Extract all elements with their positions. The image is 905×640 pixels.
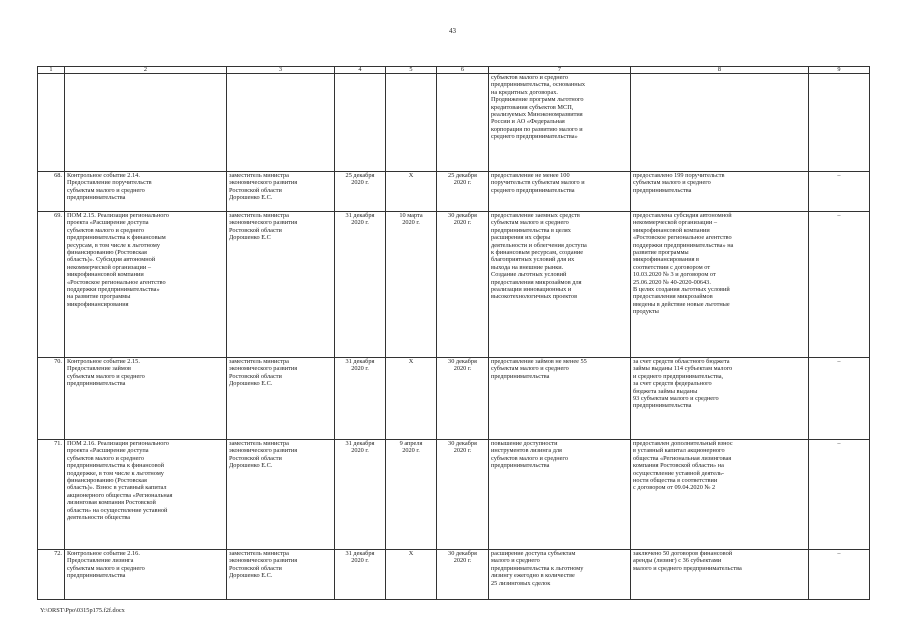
event-cell: ПОМ 2.15. Реализация регионального проекта «Расширение доступа субъектов малого и среднего предпринимательства к финансовым ресурсам, в том числе к льготному финансированию (Ростовская область)». Субсидия автономной некоммерческой организации – микрофинансовой компании «Ростовское региональное агентство поддержки предпринимательства» на развитие программы микрофинансирования bbox=[65, 212, 227, 358]
event-cell: ПОМ 2.16. Реализация регионального проекта «Расширение доступа субъектов малого и среднего предпринимательства к финансовой поддержке, в том числе к льготному финансированию (Ростовская область)». Взнос в уставный капитал акционерного общества «Региональная лизинговая компания Ростовской области» на осуществление уставной деятельности общества bbox=[65, 440, 227, 550]
plan-date-cell: 25 декабря 2020 г. bbox=[335, 172, 386, 212]
page-number: 43 bbox=[449, 27, 456, 35]
event-cell: Контрольное событие 2.15. Предоставление займов субъектам малого и среднего предпринимательства bbox=[65, 358, 227, 440]
row-number: 68. bbox=[38, 172, 65, 212]
responsible-cell: заместитель министра экономического развития Ростовской области Дорошенко Е.С. bbox=[227, 550, 335, 600]
status-cell: предоставлена субсидия автономной некоммерческой организации – микрофинансовой компании «Ростовское региональное агентство поддержки предпринимательства» на развитие программы микрофинансирования в соответствии с договором от 10.03.2020 № 3 и договором от 25.06.2020 № 40-2020-00643. В целях создания льготных условий предоставления микрозаймов введены в действие новые льготные продукты bbox=[631, 212, 809, 358]
end-date-cell: 30 декабря 2020 г. bbox=[437, 550, 489, 600]
start-date-cell: Х bbox=[386, 550, 437, 600]
empty-cell bbox=[38, 74, 65, 172]
start-date-cell: Х bbox=[386, 172, 437, 212]
event-cell: Контрольное событие 2.14. Предоставление поручительств субъектам малого и среднего предпринимательства bbox=[65, 172, 227, 212]
result-cell: расширение доступа субъектам малого и среднего предпринимательства к льготному лизингу ежегодно в количестве 25 лизинговых сделок bbox=[489, 550, 631, 600]
end-date-cell: 30 декабря 2020 г. bbox=[437, 358, 489, 440]
table-row bbox=[38, 440, 870, 550]
note-cell: – bbox=[809, 550, 870, 600]
note-cell: – bbox=[809, 212, 870, 358]
result-cell: повышение доступности инструментов лизинга для субъектов малого и среднего предпринимательства bbox=[489, 440, 631, 550]
plan-date-cell: 31 декабря 2020 г. bbox=[335, 358, 386, 440]
table-row bbox=[38, 212, 870, 358]
start-date-cell: 9 апреля 2020 г. bbox=[386, 440, 437, 550]
column-header: 5 bbox=[386, 67, 437, 74]
plan-date-cell: 31 декабря 2020 г. bbox=[335, 550, 386, 600]
empty-cell bbox=[386, 74, 437, 172]
row-number: 70. bbox=[38, 358, 65, 440]
responsible-cell: заместитель министра экономического развития Ростовской области Дорошенко Е.С. bbox=[227, 440, 335, 550]
result-cell: предоставление не менее 100 поручительств субъектам малого и среднего предпринимательства bbox=[489, 172, 631, 212]
status-cell: за счет средств областного бюджета займы выданы 114 субъектам малого и среднего предпринимательства, за счет средств федерального бюджета займы выданы 93 субъектам малого и среднего предпринимательства bbox=[631, 358, 809, 440]
empty-cell bbox=[809, 74, 870, 172]
column-header: 7 bbox=[489, 67, 631, 74]
result-cell: предоставление заемных средств субъектам малого и среднего предпринимательства в целях расширения их сферы деятельности и облегчения доступа к финансовым ресурсам, создание благоприятных условий для их выхода на внешние рынки. Создание льготных условий предоставления микрозаймов для реализации инновационных и высокотехнологичных проектов bbox=[489, 212, 631, 358]
column-header: 6 bbox=[437, 67, 489, 74]
column-header: 2 bbox=[65, 67, 227, 74]
note-cell: – bbox=[809, 172, 870, 212]
result-cell: предоставление займов не менее 55 субъектам малого и среднего предпринимательства bbox=[489, 358, 631, 440]
table-row bbox=[38, 550, 870, 600]
end-date-cell: 25 декабря 2020 г. bbox=[437, 172, 489, 212]
table-row bbox=[38, 358, 870, 440]
empty-cell bbox=[65, 74, 227, 172]
table-row bbox=[38, 172, 870, 212]
row-number: 72. bbox=[38, 550, 65, 600]
plan-date-cell: 31 декабря 2020 г. bbox=[335, 212, 386, 358]
plan-date-cell: 31 декабря 2020 г. bbox=[335, 440, 386, 550]
empty-cell bbox=[335, 74, 386, 172]
row-number: 71. bbox=[38, 440, 65, 550]
column-header: 3 bbox=[227, 67, 335, 74]
column-number-row bbox=[38, 67, 870, 74]
row-number: 69. bbox=[38, 212, 65, 358]
status-cell: предоставлен дополнительный взнос в уставный капитал акционерного общества «Региональная лизинговая компания Ростовской области» на осуществление уставной деятель- ности общества в соответствии с договором от 09.04.2020 № 2 bbox=[631, 440, 809, 550]
responsible-cell: заместитель министра экономического развития Ростовской области Дорошенко Е.С bbox=[227, 212, 335, 358]
result-cell: субъектов малого и среднего предпринимательства, основанных на кредитных договорах. Продвижение программ льготного кредитования субъектов МСП, реализуемых Минэкономразвития России и АО «Федеральная корпорация по развитию малого и среднего предпринимательства» bbox=[489, 74, 631, 172]
event-cell: Контрольное событие 2.16. Предоставление лизинга субъектам малого и среднего предпринимательства bbox=[65, 550, 227, 600]
status-cell: предоставлено 199 поручительств субъектам малого и среднего предпринимательства bbox=[631, 172, 809, 212]
empty-cell bbox=[227, 74, 335, 172]
start-date-cell: 10 марта 2020 г. bbox=[386, 212, 437, 358]
continuation-row bbox=[38, 74, 870, 172]
note-cell: – bbox=[809, 440, 870, 550]
column-header: 1 bbox=[38, 67, 65, 74]
status-cell: заключено 50 договоров финансовой аренды (лизинг) с 36 субъектами малого и среднего предпринимательства bbox=[631, 550, 809, 600]
report-table bbox=[37, 66, 870, 600]
column-header: 4 bbox=[335, 67, 386, 74]
end-date-cell: 30 декабря 2020 г. bbox=[437, 212, 489, 358]
note-cell: – bbox=[809, 358, 870, 440]
column-header: 8 bbox=[631, 67, 809, 74]
start-date-cell: Х bbox=[386, 358, 437, 440]
responsible-cell: заместитель министра экономического развития Ростовской области Дорошенко Е.С. bbox=[227, 172, 335, 212]
file-path-footer: Y:\ORST\Ppo\0315p175.f2f.docx bbox=[40, 607, 125, 614]
responsible-cell: заместитель министра экономического развития Ростовской области Дорошенко Е.С. bbox=[227, 358, 335, 440]
empty-cell bbox=[631, 74, 809, 172]
end-date-cell: 30 декабря 2020 г. bbox=[437, 440, 489, 550]
empty-cell bbox=[437, 74, 489, 172]
column-header: 9 bbox=[809, 67, 870, 74]
